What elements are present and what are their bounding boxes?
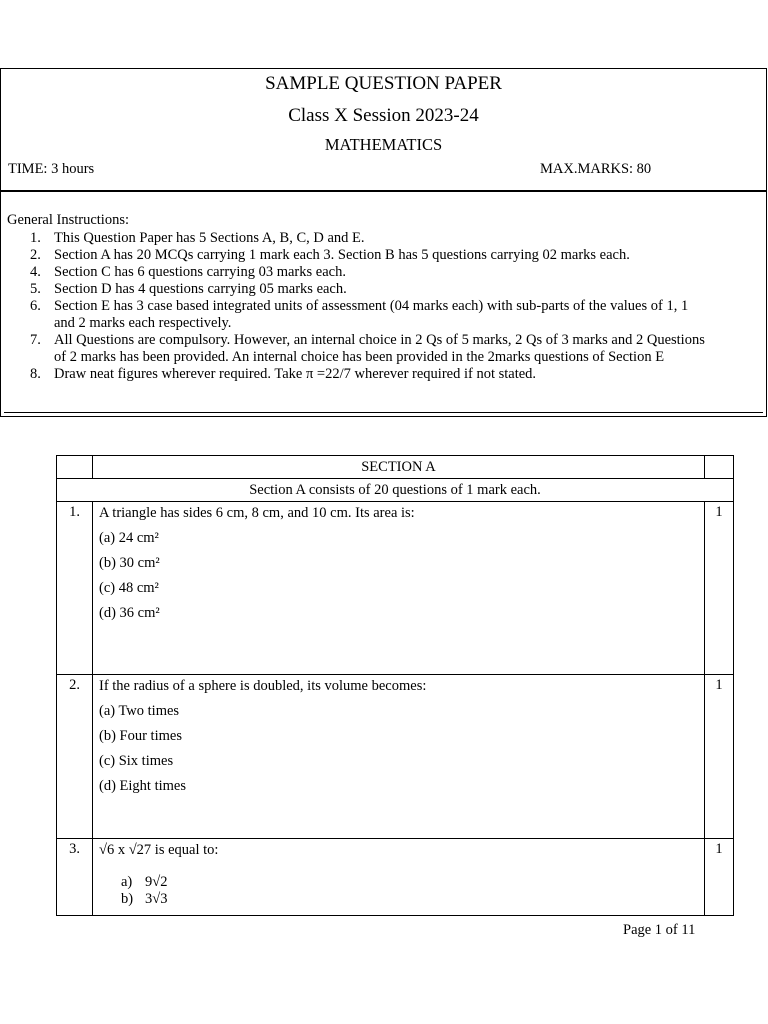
instruction-number: 6. [30, 298, 41, 314]
instruction-item [1, 247, 766, 264]
question-marks: 1 [705, 502, 734, 675]
question-number: 2. [57, 675, 93, 839]
question-number: 1. [57, 502, 93, 675]
section-header-row [57, 456, 734, 479]
question-text: √6 x √27 is equal to: [99, 842, 219, 858]
instruction-item [1, 366, 766, 383]
question-row [57, 839, 734, 916]
page-number: Page 1 of 11 [623, 922, 696, 938]
option-d: (d) 36 cm² [99, 605, 160, 621]
section-subtitle: Section A consists of 20 questions of 1 mark each. [57, 479, 734, 502]
option-label: a) [121, 874, 133, 890]
instruction-text: All Questions are compulsory. However, an internal choice in 2 Qs of 5 marks, 2 Qs of 3 marks and 2 Questions of 2 marks has been provided. An internal choice has been provided in the 2marks questions of Section E [54, 332, 705, 365]
instruction-text: Section A has 20 MCQs carrying 1 mark each 3. Section B has 5 questions carrying 02 marks each. [54, 247, 630, 263]
question-cell [93, 839, 705, 916]
instruction-text: Section C has 6 questions carrying 03 marks each. [54, 264, 346, 280]
section-a-table [56, 455, 734, 916]
question-text: If the radius of a sphere is doubled, its volume becomes: [99, 678, 427, 694]
question-marks: 1 [705, 839, 734, 916]
instruction-number: 7. [30, 332, 41, 348]
option-value: 9√2 [145, 874, 168, 890]
section-title: SECTION A [93, 456, 705, 479]
instruction-item [1, 298, 766, 332]
option-c: (c) Six times [99, 753, 174, 769]
class-session: Class X Session 2023-24 [288, 105, 479, 126]
option-b: (b) Four times [99, 728, 182, 744]
instructions-heading: General Instructions: [7, 212, 130, 228]
instruction-text: Section E has 3 case based integrated units of assessment (04 marks each) with sub-parts of the values of 1, 1 and 2 marks each respectively. [54, 298, 689, 331]
instruction-item [1, 281, 766, 298]
instruction-item [1, 230, 766, 247]
paper-title: SAMPLE QUESTION PAPER [265, 73, 502, 94]
option-label: b) [121, 891, 134, 907]
question-row [57, 502, 734, 675]
time-allowed: TIME: 3 hours [8, 161, 95, 177]
question-cell [93, 502, 705, 675]
instruction-item [1, 264, 766, 281]
instruction-number: 1. [30, 230, 41, 246]
instructions-list [1, 230, 766, 383]
section-subtitle-row [57, 479, 734, 502]
subject-title: MATHEMATICS [324, 135, 443, 154]
instruction-item [1, 332, 766, 366]
paper-header [0, 68, 767, 192]
option-value: 3√3 [145, 891, 168, 907]
option-b: (b) 30 cm² [99, 555, 160, 571]
instruction-number: 8. [30, 366, 41, 382]
instruction-text: Section D has 4 questions carrying 05 marks each. [54, 281, 347, 297]
instruction-text: Draw neat figures wherever required. Take π =22/7 wherever required if not stated. [54, 366, 537, 382]
instruction-number: 5. [30, 281, 41, 297]
instruction-number: 2. [30, 247, 41, 263]
option-a: (a) Two times [99, 703, 180, 719]
question-marks: 1 [705, 675, 734, 839]
question-text: A triangle has sides 6 cm, 8 cm, and 10 cm. Its area is: [99, 505, 415, 521]
question-cell [93, 675, 705, 839]
instruction-text: This Question Paper has 5 Sections A, B, C, D and E. [54, 230, 365, 246]
option-a: (a) 24 cm² [99, 530, 159, 546]
question-row [57, 675, 734, 839]
option-b [99, 891, 698, 908]
option-d: (d) Eight times [99, 778, 186, 794]
question-number: 3. [57, 839, 93, 916]
instruction-number: 4. [30, 264, 41, 280]
option-a [99, 874, 698, 891]
option-c: (c) 48 cm² [99, 580, 159, 596]
max-marks: MAX.MARKS: 80 [540, 161, 652, 177]
general-instructions [0, 192, 767, 417]
